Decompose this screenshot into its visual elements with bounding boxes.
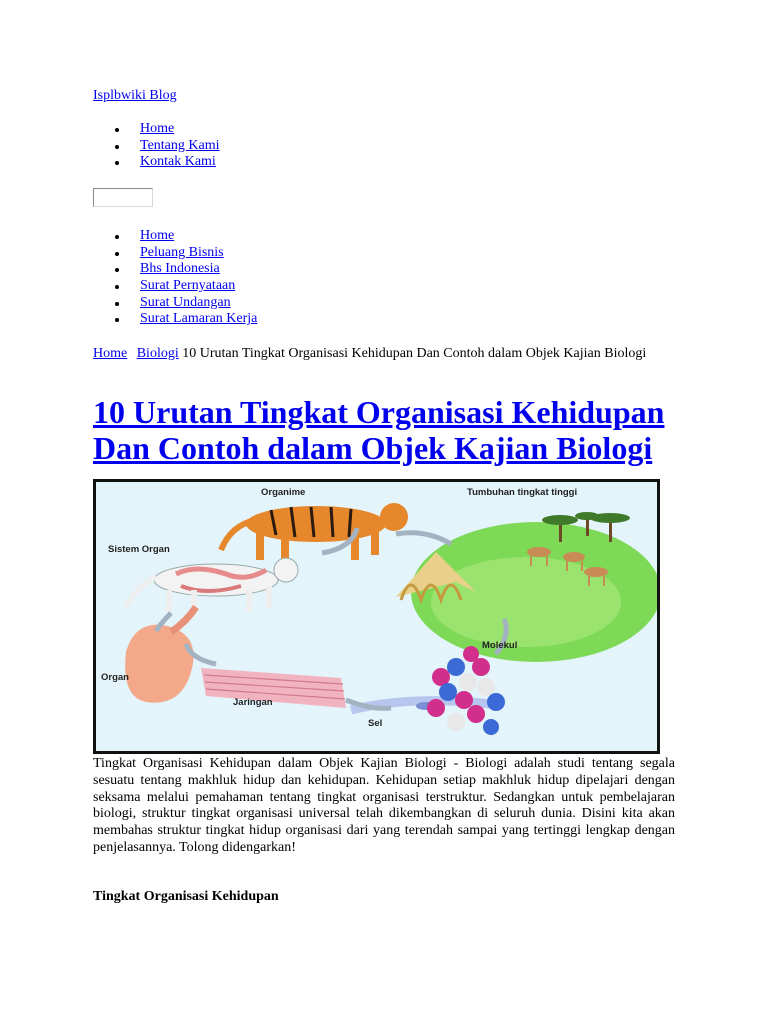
top-nav-item-home: [140, 121, 220, 138]
bullet-icon: [115, 318, 119, 322]
category-link-peluang-bisnis[interactable]: Peluang Bisnis: [140, 244, 224, 260]
blog-name-link[interactable]: Isplbwiki Blog: [93, 88, 177, 103]
category-nav: [140, 228, 257, 328]
category-nav-item-surat-pernyataan: [140, 278, 257, 295]
figure-label-sistem-organ: Sistem Organ: [108, 544, 170, 555]
top-nav-item-about: [140, 138, 220, 155]
bullet-icon: [115, 268, 119, 272]
top-nav: [140, 121, 220, 171]
bullet-icon: [115, 252, 119, 256]
levels-of-organization-figure: [93, 479, 660, 754]
category-nav-item-bhs-indonesia: [140, 261, 257, 278]
category-link-surat-undangan[interactable]: Surat Undangan: [140, 294, 231, 310]
figure-label-molekul: Molekul: [482, 640, 518, 651]
category-nav-item-surat-lamaran-kerja: [140, 311, 257, 328]
top-nav-item-contact: [140, 154, 220, 171]
breadcrumb-category-link[interactable]: Biologi: [136, 346, 179, 361]
category-nav-item-home: [140, 228, 257, 245]
breadcrumb-current: 10 Urutan Tingkat Organisasi Kehidupan Dan Contoh dalam Objek Kajian Biologi: [182, 346, 647, 361]
category-link-bhs-indonesia[interactable]: Bhs Indonesia: [140, 261, 220, 277]
breadcrumb-home-link[interactable]: Home: [93, 346, 128, 361]
figure-label-tumbuhan: Tumbuhan tingkat tinggi: [467, 487, 578, 498]
category-nav-item-surat-undangan: [140, 295, 257, 312]
bullet-icon: [115, 161, 119, 165]
figure-illustration: [96, 482, 657, 751]
figure-label-organisme: Organime: [261, 487, 306, 498]
category-link-surat-lamaran-kerja[interactable]: Surat Lamaran Kerja: [140, 311, 258, 327]
bullet-icon: [115, 145, 119, 149]
article-intro-paragraph: Tingkat Organisasi Kehidupan dalam Objek Kajian Biologi - Biologi adalah studi tentang segala sesuatu tentang makhluk hidup dan kehidupan. Kehidupan setiap makhluk hidup dipelajari dengan seksama melalui pemahaman tentang tingkat organisasi terstruktur. Sedangkan untuk pembelajaran biologi, struktur tingkat organisasi universal telah dikembangkan di seluruh dunia. Disini kita akan membahas struktur tingkat hidup organisasi dari yang terendah sampai yang tertinggi lengkap dengan penjelasannya. Tolong didengarkan!: [93, 756, 675, 855]
figure-label-sel: Sel: [368, 718, 383, 729]
top-nav-link-contact[interactable]: Kontak Kami: [140, 154, 216, 170]
search-input[interactable]: [93, 188, 153, 207]
bullet-icon: [115, 235, 119, 239]
category-nav-item-peluang-bisnis: [140, 245, 257, 262]
breadcrumb: [93, 345, 675, 362]
bullet-icon: [115, 302, 119, 306]
bullet-icon: [115, 128, 119, 132]
top-nav-link-home[interactable]: Home: [140, 121, 175, 136]
section-heading: Tingkat Organisasi Kehidupan: [93, 889, 279, 904]
figure-label-organ: Organ: [101, 672, 129, 683]
category-link-surat-pernyataan[interactable]: Surat Pernyataan: [140, 278, 236, 294]
bullet-icon: [115, 285, 119, 289]
category-link-home[interactable]: Home: [140, 228, 175, 243]
top-nav-link-about[interactable]: Tentang Kami: [140, 137, 220, 153]
figure-label-jaringan: Jaringan: [233, 697, 273, 708]
article-title: [93, 394, 675, 466]
article-title-link[interactable]: 10 Urutan Tingkat Organisasi Kehidupan Dan Contoh dalam Objek Kajian Biologi: [93, 394, 665, 466]
